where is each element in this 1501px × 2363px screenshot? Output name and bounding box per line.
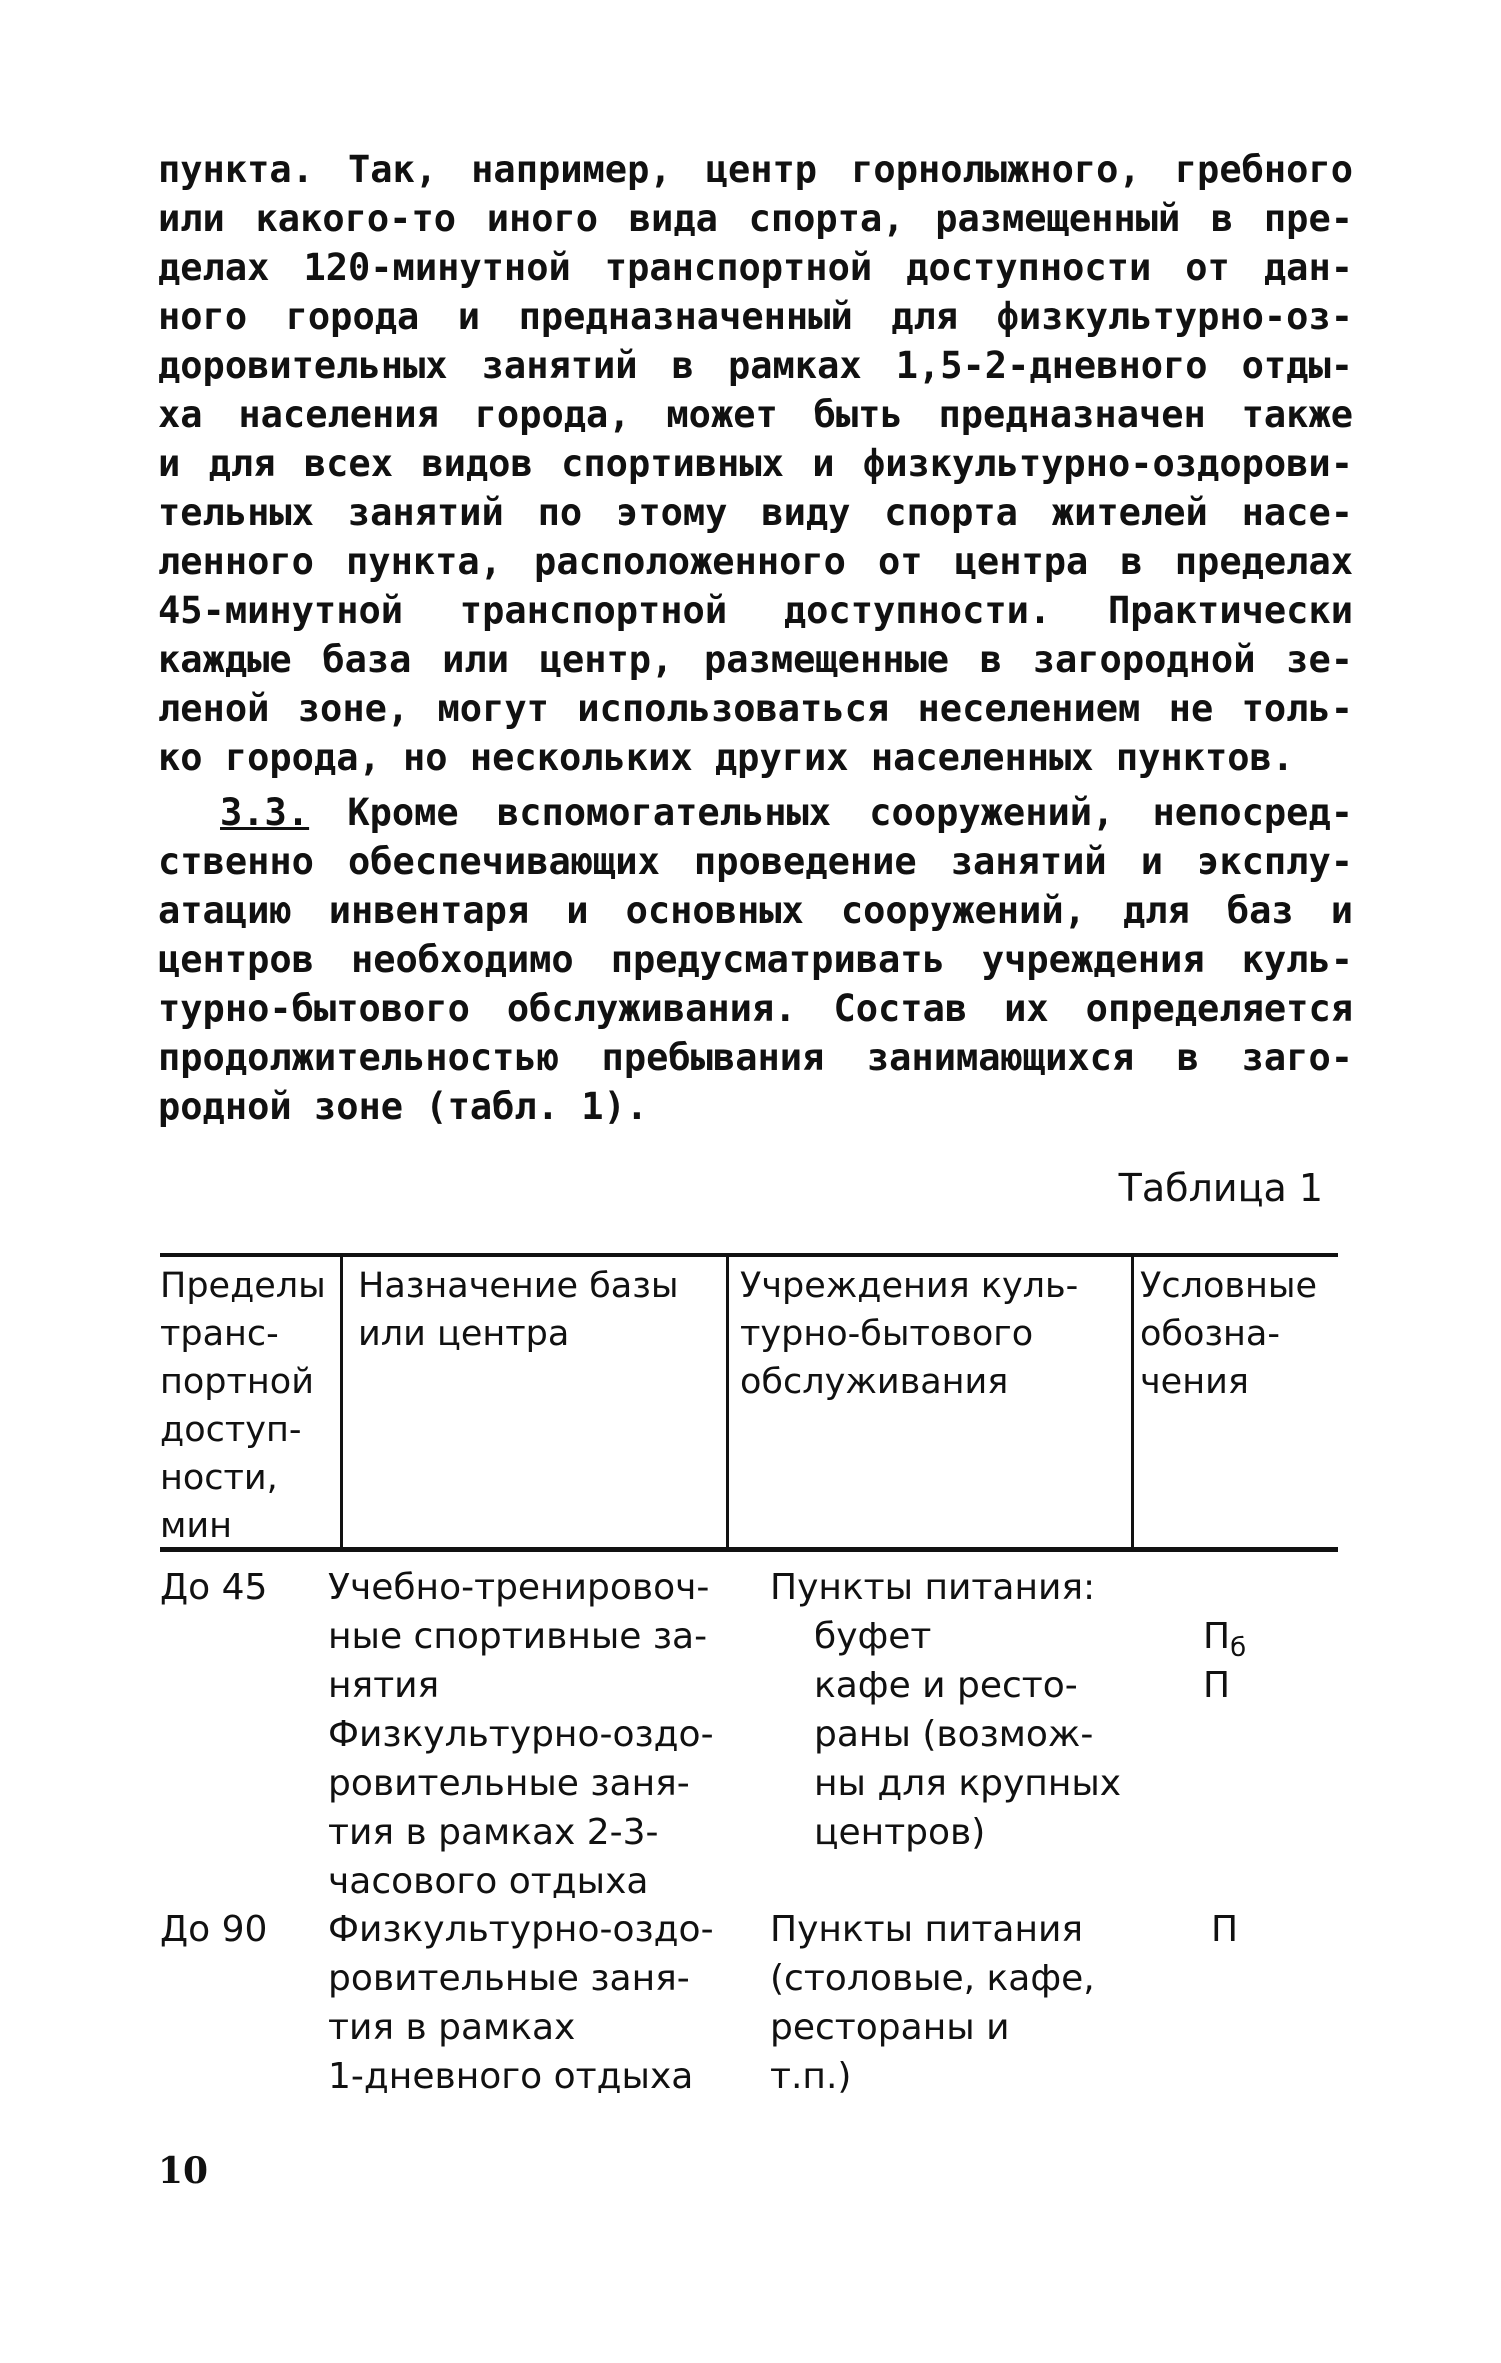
text-fragment: Кроме вспомогательных сооружений, непосред- xyxy=(309,791,1353,834)
cell-text: ны для крупных xyxy=(814,1763,1122,1804)
cell-text: ровительные заня- xyxy=(328,1763,690,1804)
row1-purpose xyxy=(328,1563,748,1906)
row2-institutions xyxy=(770,1905,1160,2101)
text-line: или какого-то иного вида спорта, размещенный в пре- xyxy=(158,197,1353,240)
text-line: пункта. Так, например, центр горнолыжного, гребного xyxy=(158,148,1353,191)
text-line: ха населения города, может быть предназначен также xyxy=(158,393,1353,436)
cell-text: тия в рамках 2-3- xyxy=(328,1812,659,1853)
column-divider xyxy=(340,1253,343,1552)
text-line: турно-бытового обслуживания. Состав их определяется xyxy=(158,987,1353,1030)
header-limit xyxy=(160,1262,338,1550)
cell-text: Физкультурно-оздо- xyxy=(328,1909,714,1950)
text-line: леной зоне, могут использоваться неселением не толь- xyxy=(158,687,1353,730)
text-line: тельных занятий по этому виду спорта жителей насе- xyxy=(158,491,1353,534)
cell-text: ровительные заня- xyxy=(328,1958,690,1999)
symbol-subscript: б xyxy=(1230,1633,1247,1663)
text-line: ленного пункта, расположенного от центра в пределах xyxy=(158,540,1353,583)
header-institutions xyxy=(740,1262,1128,1406)
cell-text: центров) xyxy=(814,1812,986,1853)
header-text: мин xyxy=(160,1506,233,1546)
text-line: ко города, но нескольких других населенных пунктов. xyxy=(158,736,1295,779)
row2-limit: До 90 xyxy=(160,1909,268,1950)
text-line-first xyxy=(158,788,1353,837)
header-text: Учреждения куль- xyxy=(740,1266,1079,1306)
cell-text: Физкультурно-оздо- xyxy=(328,1714,714,1755)
header-text: турно-бытового xyxy=(740,1314,1034,1354)
row1-institutions xyxy=(770,1563,1160,1857)
paragraph-1 xyxy=(158,145,1353,782)
cell-text: раны (возмож- xyxy=(814,1714,1094,1755)
row2-symbol: П xyxy=(1211,1909,1239,1950)
symbol-main: П xyxy=(1203,1616,1231,1657)
text-line: центров необходимо предусматривать учреждения куль- xyxy=(158,938,1353,981)
header-text: обозна- xyxy=(1140,1314,1280,1354)
header-symbols xyxy=(1140,1262,1340,1406)
column-divider xyxy=(726,1253,729,1552)
cell-text: 1-дневного отдыха xyxy=(328,2056,694,2097)
header-text: обслуживания xyxy=(740,1362,1009,1402)
text-line: продолжительностью пребывания занимающихся в заго- xyxy=(158,1036,1353,1079)
header-text: или центра xyxy=(358,1314,570,1354)
header-text: доступ- xyxy=(160,1410,302,1450)
section-number: 3.3. xyxy=(220,791,310,834)
header-text: портной xyxy=(160,1362,314,1402)
header-text: ности, xyxy=(160,1458,278,1498)
text-line: каждые база или центр, размещенные в загородной зе- xyxy=(158,638,1353,681)
text-line: и для всех видов спортивных и физкультурно-оздорови- xyxy=(158,442,1353,485)
cell-text: ные спортивные за- xyxy=(328,1616,708,1657)
header-text: Назначение базы xyxy=(358,1266,679,1306)
text-line: доровительных занятий в рамках 1,5-2-дневного отды- xyxy=(158,344,1353,387)
text-line: родной зоне (табл. 1). xyxy=(158,1085,649,1128)
header-text: Пределы xyxy=(160,1266,326,1306)
header-purpose xyxy=(358,1262,722,1358)
row1-limit: До 45 xyxy=(160,1567,268,1608)
cell-text: часового отдыха xyxy=(328,1861,649,1902)
row1-symbol-cafe: П xyxy=(1203,1665,1231,1706)
cell-text: тия в рамках xyxy=(328,2007,576,2048)
cell-text: т.п.) xyxy=(770,2056,852,2097)
row2-purpose xyxy=(328,1905,748,2101)
cell-text: Пункты питания xyxy=(770,1909,1084,1950)
page-number: 10 xyxy=(158,2150,209,2192)
text-line: ственно обеспечивающих проведение занятий и эксплу- xyxy=(158,840,1353,883)
cell-text: (столовые, кафе, xyxy=(770,1958,1095,1999)
cell-text: нятия xyxy=(328,1665,440,1706)
column-divider xyxy=(1131,1253,1134,1552)
paragraph-3-3 xyxy=(158,788,1353,1131)
header-text: Условные xyxy=(1140,1266,1318,1306)
cell-text: Пункты питания: xyxy=(770,1567,1096,1608)
cell-text: рестораны и xyxy=(770,2007,1010,2048)
text-line: ного города и предназначенный для физкультурно-оз- xyxy=(158,295,1353,338)
header-text: транс- xyxy=(160,1314,279,1354)
text-line: атацию инвентаря и основных сооружений, для баз и xyxy=(158,889,1353,932)
text-line: 45-минутной транспортной доступности. Практически xyxy=(158,589,1353,632)
text-line: делах 120-минутной транспортной доступности от дан- xyxy=(158,246,1353,289)
cell-text: Учебно-тренировоч- xyxy=(328,1567,710,1608)
table-caption: Таблица 1 xyxy=(1118,1166,1323,1210)
header-text: чения xyxy=(1140,1362,1249,1402)
cell-text: кафе и ресто- xyxy=(814,1665,1078,1706)
cell-text: буфет xyxy=(814,1616,932,1657)
table-top-rule xyxy=(160,1253,1338,1257)
